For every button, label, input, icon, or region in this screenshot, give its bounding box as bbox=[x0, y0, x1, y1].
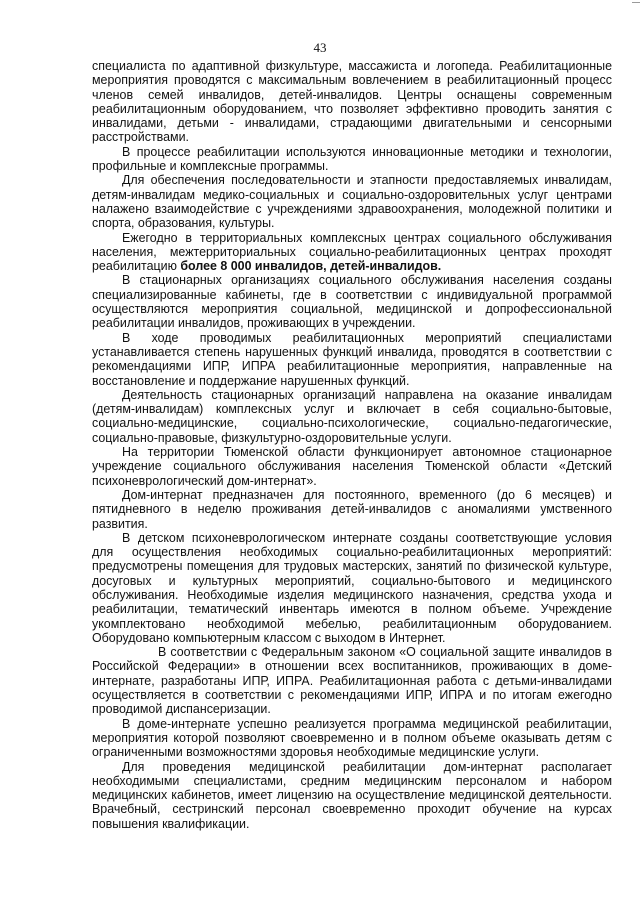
corner-mark bbox=[632, 2, 640, 3]
page-number: 43 bbox=[313, 40, 327, 55]
paragraph: На территории Тюменской области функционирует автономное стационарное учреждение социального обслуживания населения Тюменской области «Детский психоневрологический дом-интернат». bbox=[92, 445, 612, 488]
paragraph-text: Ежегодно в территориальных комплексных центрах социального обслуживания населения, межтерриториальных социально-реабилитационных центрах проходят реабилитацию bbox=[92, 230, 612, 274]
paragraph: Дом-интернат предназначен для постоянного, временного (до 6 месяцев) и пятидневного в неделю проживания детей-инвалидов с аномалиями умственного развития. bbox=[92, 487, 612, 531]
bold-highlight: более 8 000 инвалидов, детей-инвалидов. bbox=[180, 259, 442, 274]
paragraph: В ходе проводимых реабилитационных мероприятий специалистами устанавливается степень нарушенных функций инвалида, проводятся в соответствии с рекомендациями ИПР, ИПРА реабилитационные мероприятия, направленные на восстановление и поддержание нарушенных функций. bbox=[92, 330, 612, 388]
paragraph: Для обеспечения последовательности и этапности предоставляемых инвалидам, детям-инвалидам медико-социальных и социально-оздоровительных услуг центрами налажено взаимодействие с учреждениями здравоохранения, молодежной политики и спорта, образования, культуры. bbox=[92, 173, 612, 231]
paragraph: В процессе реабилитации используются инновационные методики и технологии, профильные и комплексные программы. bbox=[92, 144, 612, 174]
paragraph: В соответствии с Федеральным законом «О социальной защите инвалидов в Российской Федерации» в отношении всех воспитанников, проживающих в доме-интернате, разработаны ИПР, ИПРА. Реабилитационная работа с детьми-инвалидами осуществляется в соответствии с рекомендациями ИПР, ИПРА и по итогам ежегодно проводимой диспансеризации. bbox=[92, 645, 612, 717]
paragraph: В детском психоневрологическом интернате созданы соответствующие условия для осуществления необходимых социально-реабилитационных мероприятий: предусмотрены помещения для трудовых мастерских, занятий по физической культуре, досуговых и культурных мероприятий, социально-бытового и медицинского обслуживания. Необходимые изделия медицинского назначения, средства ухода и реабилитации, тематический инвентарь имеются в полном объеме. Учреждение укомплектовано необходимой мебелью, реабилитационным оборудованием. Оборудовано компьютерным классом с выходом в Интернет. bbox=[92, 530, 612, 645]
paragraph: В стационарных организациях социального обслуживания населения созданы специализированные кабинеты, где в соответствии с индивидуальной программой осуществляются мероприятия социальной, медицинской и допрофессиональной реабилитации инвалидов, проживающих в учреждении. bbox=[92, 273, 612, 331]
document-body bbox=[92, 59, 612, 831]
paragraph: Деятельность стационарных организаций направлена на оказание инвалидам (детям-инвалидам) комплексных услуг и включает в себя социально-бытовые, социально-медицинские, социально-психологические, социально-педагогические, социально-правовые, физкультурно-оздоровительные услуги. bbox=[92, 387, 612, 445]
paragraph bbox=[92, 231, 612, 274]
paragraph: специалиста по адаптивной физкультуре, массажиста и логопеда. Реабилитационные мероприятия проводятся с максимальным вовлечением в реабилитационный процесс членов семей инвалидов, детей-инвалидов. Центры оснащены современным реабилитационным оборудованием, что позволяет эффективно проводить занятия с инвалидами, детьми - инвалидами, страдающими двигательными и сенсорными расстройствами. bbox=[92, 59, 612, 145]
paragraph: Для проведения медицинской реабилитации дом-интернат располагает необходимыми специалистами, средним медицинским персоналом и набором медицинских кабинетов, имеет лицензию на осуществление медицинской деятельности. Врачебный, сестринский персонал своевременно проходит обучение на курсах повышения квалификации. bbox=[92, 759, 612, 831]
paragraph: В доме-интернате успешно реализуется программа медицинской реабилитации, мероприятия которой позволяют своевременно и в полном объеме оказывать детям с ограниченными возможностями здоровья необходимые медицинские услуги. bbox=[92, 716, 612, 760]
